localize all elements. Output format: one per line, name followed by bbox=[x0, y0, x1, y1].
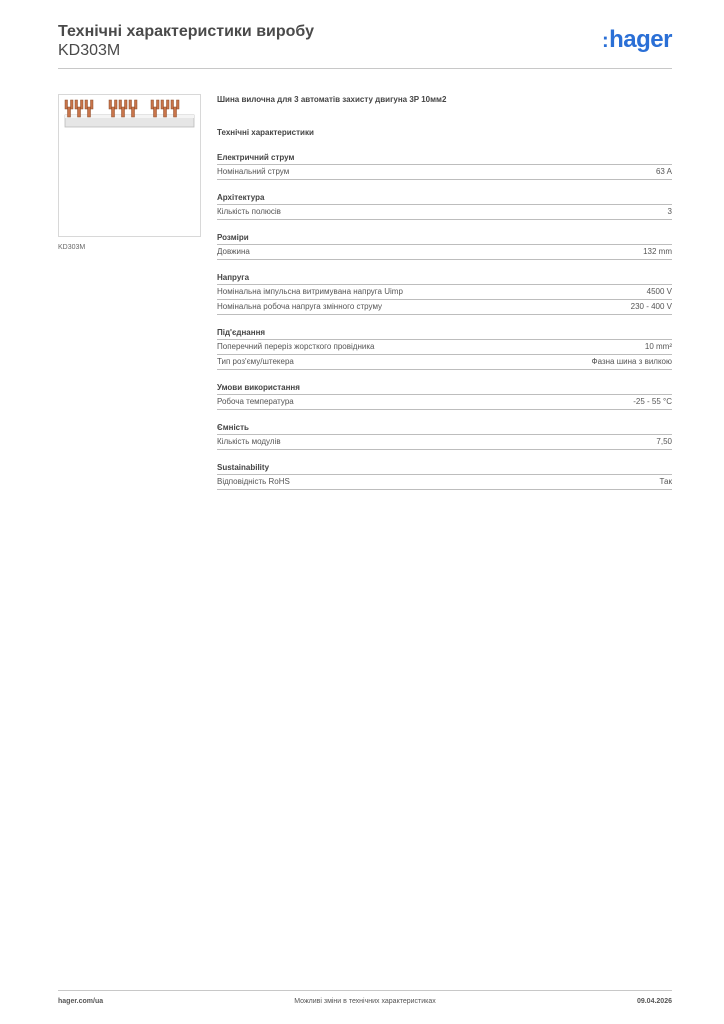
spec-row bbox=[217, 355, 672, 370]
spec-row bbox=[217, 300, 672, 315]
spec-label: Номінальна імпульсна витримувана напруга Uimp bbox=[217, 287, 403, 296]
spec-group-title: Електричний струм bbox=[217, 152, 672, 165]
spec-row bbox=[217, 245, 672, 260]
spec-value: Фазна шина з вилкою bbox=[591, 357, 672, 366]
product-description: Шина вилочна для 3 автоматів захисту двигуна 3P 10мм2 bbox=[217, 95, 447, 104]
product-code: KD303M bbox=[58, 42, 121, 59]
spec-row bbox=[217, 475, 672, 490]
spec-row bbox=[217, 435, 672, 450]
fork-terminal bbox=[129, 100, 137, 117]
spec-group-title: Sustainability bbox=[217, 462, 672, 475]
logo-text: hager bbox=[609, 26, 672, 53]
spec-group-title: Напруга bbox=[217, 272, 672, 285]
spec-groups bbox=[217, 152, 672, 490]
spec-value: 63 A bbox=[655, 167, 672, 176]
specs-panel bbox=[217, 94, 672, 502]
fork-terminal bbox=[65, 100, 73, 117]
hager-logo bbox=[602, 26, 672, 54]
page-title: Технічні характеристики виробу bbox=[58, 23, 314, 40]
spec-row bbox=[217, 205, 672, 220]
spec-group-title: Ємність bbox=[217, 422, 672, 435]
spec-group bbox=[217, 272, 672, 315]
fork-terminal bbox=[171, 100, 179, 117]
spec-row bbox=[217, 395, 672, 410]
spec-value: 10 mm² bbox=[644, 342, 672, 351]
spec-group bbox=[217, 382, 672, 410]
spec-label: Номінальний струм bbox=[217, 167, 290, 176]
footer-website[interactable]: hager.com/ua bbox=[58, 998, 104, 1005]
section-title: Технічні характеристики bbox=[217, 128, 314, 137]
spec-group bbox=[217, 232, 672, 260]
fork-terminal bbox=[85, 100, 93, 117]
spec-group bbox=[217, 152, 672, 180]
fork-terminal bbox=[161, 100, 169, 117]
fork-terminal bbox=[75, 100, 83, 117]
spec-label: Довжина bbox=[217, 247, 250, 256]
busbar-photo-icon bbox=[59, 95, 200, 236]
fork-terminal bbox=[119, 100, 127, 117]
header-divider bbox=[58, 68, 672, 69]
spec-value: 132 mm bbox=[643, 247, 672, 256]
spec-group bbox=[217, 422, 672, 450]
fork-terminal bbox=[109, 100, 117, 117]
spec-label: Робоча температура bbox=[217, 397, 294, 406]
logo-colon-icon: : bbox=[601, 30, 609, 52]
spec-label: Кількість модулів bbox=[217, 437, 281, 446]
spec-value: 7,50 bbox=[656, 437, 672, 446]
document-header bbox=[58, 22, 672, 60]
spec-row bbox=[217, 285, 672, 300]
spec-label: Відповідність RoHS bbox=[217, 477, 290, 486]
spec-label: Номінальна робоча напруга змінного струму bbox=[217, 302, 383, 311]
spec-row bbox=[217, 340, 672, 355]
spec-label: Поперечний переріз жорсткого провідника bbox=[217, 342, 375, 351]
footer-date: 09.04.2026 bbox=[636, 998, 672, 1005]
spec-value: Так bbox=[659, 477, 672, 486]
footer-note: Можливі зміни в технічних характеристиках bbox=[294, 998, 436, 1005]
spec-value: -25 - 55 °C bbox=[633, 397, 672, 406]
spec-value: 3 bbox=[667, 207, 672, 216]
spec-value: 230 - 400 V bbox=[630, 302, 672, 311]
spec-group-title: Під'єднання bbox=[217, 327, 672, 340]
spec-row bbox=[217, 165, 672, 180]
spec-group-title: Розміри bbox=[217, 232, 672, 245]
spec-value: 4500 V bbox=[646, 287, 672, 296]
spec-group-title: Умови використання bbox=[217, 382, 672, 395]
spec-group bbox=[217, 462, 672, 490]
spec-label: Кількість полюсів bbox=[217, 207, 281, 216]
fork-terminal bbox=[151, 100, 159, 117]
product-caption: KD303M bbox=[58, 244, 86, 251]
spec-group bbox=[217, 327, 672, 370]
spec-group-title: Архітектура bbox=[217, 192, 672, 205]
product-image bbox=[58, 94, 201, 237]
footer-divider bbox=[58, 990, 672, 991]
spec-label: Тип роз'єму/штекера bbox=[217, 357, 294, 366]
spec-group bbox=[217, 192, 672, 220]
